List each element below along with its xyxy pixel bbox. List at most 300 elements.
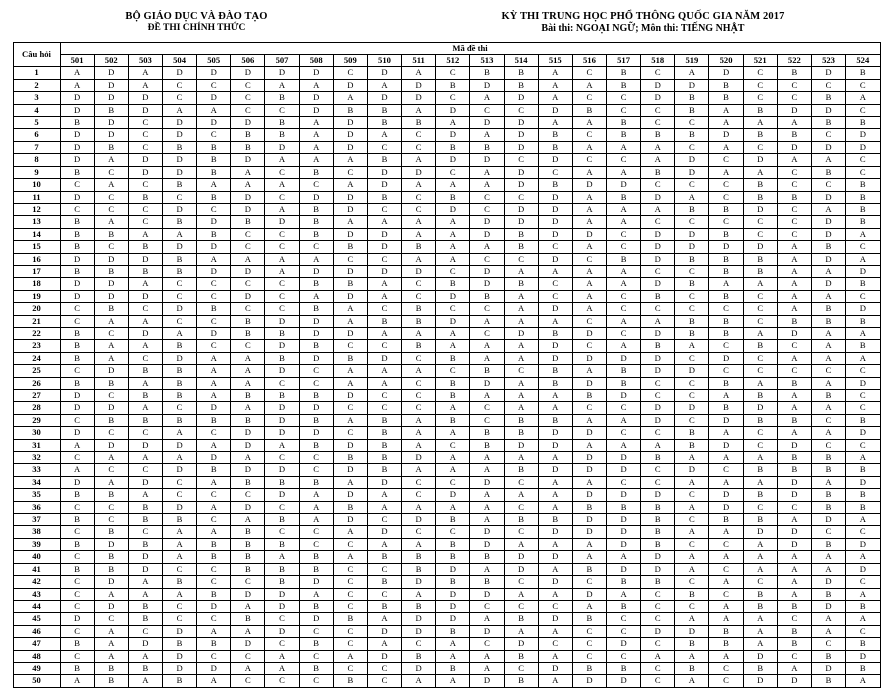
- answer-cell: D: [709, 241, 743, 253]
- answer-cell: B: [846, 67, 880, 79]
- answer-cell: D: [538, 340, 572, 352]
- answer-cell: D: [675, 166, 709, 178]
- answer-cell: C: [641, 675, 675, 687]
- question-number: 40: [13, 551, 60, 563]
- answer-cell: C: [777, 613, 811, 625]
- answer-cell: C: [743, 576, 777, 588]
- answer-cell: B: [846, 315, 880, 327]
- answer-cell: B: [128, 414, 162, 426]
- answer-cell: B: [538, 514, 572, 526]
- answer-cell: B: [504, 675, 538, 687]
- answer-cell: C: [402, 191, 436, 203]
- answer-cell: B: [709, 290, 743, 302]
- answer-cell: C: [94, 203, 128, 215]
- answer-cell: B: [128, 390, 162, 402]
- answer-cell: D: [777, 476, 811, 488]
- answer-cell: D: [299, 352, 333, 364]
- answer-cell: B: [470, 439, 504, 451]
- answer-cell: B: [231, 390, 265, 402]
- answer-cell: A: [504, 265, 538, 277]
- answer-cell: A: [367, 613, 401, 625]
- answer-cell: C: [402, 141, 436, 153]
- question-number: 22: [13, 327, 60, 339]
- answer-cell: D: [94, 129, 128, 141]
- answer-cell: C: [504, 576, 538, 588]
- answer-cell: B: [675, 427, 709, 439]
- answer-cell: A: [470, 92, 504, 104]
- answer-cell: D: [299, 427, 333, 439]
- answer-cell: A: [197, 439, 231, 451]
- answer-cell: A: [333, 154, 367, 166]
- answer-cell: B: [709, 92, 743, 104]
- answer-cell: C: [675, 576, 709, 588]
- question-number: 34: [13, 476, 60, 488]
- answer-cell: A: [504, 402, 538, 414]
- table-row: [13, 551, 880, 563]
- answer-cell: A: [777, 563, 811, 575]
- answer-cell: D: [538, 253, 572, 265]
- question-number: 11: [13, 191, 60, 203]
- answer-cell: A: [128, 588, 162, 600]
- answer-cell: B: [846, 203, 880, 215]
- answer-cell: D: [743, 203, 777, 215]
- answer-cell: C: [367, 514, 401, 526]
- answer-cell: B: [777, 67, 811, 79]
- answer-cell: D: [504, 166, 538, 178]
- answer-cell: A: [572, 600, 606, 612]
- answer-cell: C: [743, 92, 777, 104]
- answer-cell: C: [197, 514, 231, 526]
- answer-cell: A: [811, 290, 845, 302]
- answer-cell: D: [60, 141, 94, 153]
- answer-cell: D: [299, 191, 333, 203]
- answer-cell: C: [402, 638, 436, 650]
- answer-cell: A: [641, 203, 675, 215]
- answer-cell: B: [60, 265, 94, 277]
- table-row: [13, 390, 880, 402]
- answer-cell: B: [709, 638, 743, 650]
- answer-cell: B: [60, 166, 94, 178]
- column-header-code: 521: [743, 55, 777, 67]
- answer-cell: C: [846, 365, 880, 377]
- answer-cell: C: [538, 600, 572, 612]
- answer-cell: C: [299, 365, 333, 377]
- answer-cell: B: [470, 67, 504, 79]
- answer-cell: B: [94, 414, 128, 426]
- answer-cell: C: [470, 203, 504, 215]
- answer-cell: C: [641, 179, 675, 191]
- table-row: [13, 464, 880, 476]
- answer-cell: D: [367, 179, 401, 191]
- answer-cell: B: [265, 576, 299, 588]
- answer-cell: A: [265, 551, 299, 563]
- table-row: [13, 129, 880, 141]
- answer-cell: D: [811, 141, 845, 153]
- answer-cell: C: [777, 365, 811, 377]
- answer-cell: D: [94, 253, 128, 265]
- answer-cell: A: [811, 563, 845, 575]
- column-header-code: 518: [641, 55, 675, 67]
- answer-cell: B: [709, 265, 743, 277]
- answer-cell: D: [231, 117, 265, 129]
- question-number: 5: [13, 117, 60, 129]
- answer-cell: D: [333, 489, 367, 501]
- answer-cell: D: [94, 365, 128, 377]
- answer-cell: C: [743, 427, 777, 439]
- answer-cell: C: [436, 303, 470, 315]
- answer-cell: A: [675, 526, 709, 538]
- answer-cell: C: [299, 675, 333, 687]
- answer-cell: D: [94, 278, 128, 290]
- answer-cell: B: [60, 327, 94, 339]
- answer-cell: C: [675, 290, 709, 302]
- answer-cell: A: [777, 154, 811, 166]
- answer-cell: D: [367, 526, 401, 538]
- answer-cell: C: [641, 638, 675, 650]
- answer-cell: D: [811, 278, 845, 290]
- table-row: [13, 588, 880, 600]
- table-row: [13, 117, 880, 129]
- answer-cell: D: [60, 290, 94, 302]
- answer-cell: A: [470, 662, 504, 674]
- answer-cell: B: [538, 129, 572, 141]
- answer-cell: A: [811, 402, 845, 414]
- answer-cell: C: [162, 92, 196, 104]
- answer-cell: D: [333, 439, 367, 451]
- answer-cell: A: [94, 154, 128, 166]
- answer-cell: C: [333, 340, 367, 352]
- answer-cell: D: [572, 327, 606, 339]
- answer-cell: D: [367, 476, 401, 488]
- answer-cell: D: [470, 216, 504, 228]
- answer-cell: D: [402, 452, 436, 464]
- answer-cell: C: [333, 662, 367, 674]
- answer-cell: B: [811, 390, 845, 402]
- answer-cell: D: [128, 476, 162, 488]
- answer-cell: B: [60, 352, 94, 364]
- answer-cell: A: [367, 290, 401, 302]
- answer-cell: B: [367, 439, 401, 451]
- answer-cell: C: [470, 253, 504, 265]
- answer-cell: C: [470, 600, 504, 612]
- answer-cell: A: [470, 129, 504, 141]
- column-header-code: 503: [128, 55, 162, 67]
- answer-cell: D: [333, 191, 367, 203]
- answer-cell: D: [128, 563, 162, 575]
- answer-cell: B: [436, 538, 470, 550]
- answer-cell: C: [60, 600, 94, 612]
- answer-cell: D: [675, 625, 709, 637]
- answer-cell: B: [504, 241, 538, 253]
- answer-cell: B: [436, 377, 470, 389]
- answer-cell: A: [265, 203, 299, 215]
- answer-cell: A: [572, 365, 606, 377]
- answer-cell: C: [367, 203, 401, 215]
- answer-cell: D: [60, 390, 94, 402]
- answer-cell: A: [128, 489, 162, 501]
- answer-cell: A: [436, 464, 470, 476]
- answer-cell: D: [231, 265, 265, 277]
- answer-cell: C: [299, 179, 333, 191]
- table-row: [13, 352, 880, 364]
- answer-cell: D: [470, 526, 504, 538]
- answer-cell: C: [436, 365, 470, 377]
- answer-cell: B: [299, 166, 333, 178]
- answer-cell: A: [333, 377, 367, 389]
- answer-cell: B: [436, 576, 470, 588]
- question-number: 49: [13, 662, 60, 674]
- answer-cell: C: [231, 79, 265, 91]
- answer-cell: D: [128, 327, 162, 339]
- answer-cell: D: [607, 390, 641, 402]
- exam-title: KỲ THI TRUNG HỌC PHỔ THÔNG QUỐC GIA NĂM 2017: [501, 11, 785, 22]
- answer-cell: B: [162, 377, 196, 389]
- answer-cell: C: [197, 340, 231, 352]
- answer-cell: C: [675, 179, 709, 191]
- answer-cell: A: [128, 315, 162, 327]
- answer-cell: C: [675, 538, 709, 550]
- answer-cell: B: [60, 514, 94, 526]
- answer-cell: C: [504, 365, 538, 377]
- answer-cell: D: [538, 191, 572, 203]
- answer-cell: A: [470, 464, 504, 476]
- answer-cell: B: [94, 141, 128, 153]
- answer-cell: A: [470, 241, 504, 253]
- answer-cell: B: [60, 117, 94, 129]
- answer-cell: D: [743, 154, 777, 166]
- answer-cell: C: [641, 662, 675, 674]
- answer-cell: B: [162, 365, 196, 377]
- answer-cell: B: [675, 92, 709, 104]
- answer-cell: A: [709, 600, 743, 612]
- answer-cell: C: [265, 241, 299, 253]
- answer-cell: A: [641, 141, 675, 153]
- answer-cell: D: [846, 538, 880, 550]
- answer-cell: D: [402, 576, 436, 588]
- answer-cell: A: [436, 216, 470, 228]
- answer-cell: B: [162, 675, 196, 687]
- answer-cell: D: [846, 476, 880, 488]
- answer-cell: D: [436, 154, 470, 166]
- answer-cell: B: [743, 662, 777, 674]
- answer-cell: B: [504, 514, 538, 526]
- answer-cell: A: [572, 191, 606, 203]
- answer-cell: A: [94, 179, 128, 191]
- answer-cell: B: [675, 104, 709, 116]
- answer-cell: A: [162, 588, 196, 600]
- answer-cell: A: [743, 452, 777, 464]
- answer-cell: C: [265, 501, 299, 513]
- answer-cell: D: [436, 290, 470, 302]
- answer-cell: C: [60, 501, 94, 513]
- column-header-code: 522: [777, 55, 811, 67]
- answer-cell: D: [504, 327, 538, 339]
- answer-cell: A: [777, 117, 811, 129]
- answer-cell: D: [538, 613, 572, 625]
- answer-cell: D: [231, 290, 265, 302]
- answer-cell: A: [265, 154, 299, 166]
- answer-cell: D: [162, 129, 196, 141]
- answer-cell: B: [333, 104, 367, 116]
- answer-cell: B: [402, 600, 436, 612]
- answer-cell: D: [470, 154, 504, 166]
- answer-cell: B: [777, 464, 811, 476]
- answer-cell: C: [299, 538, 333, 550]
- answer-cell: C: [641, 117, 675, 129]
- answer-cell: C: [846, 154, 880, 166]
- answer-cell: A: [470, 489, 504, 501]
- answer-cell: B: [607, 501, 641, 513]
- answer-cell: A: [402, 67, 436, 79]
- answer-cell: A: [436, 241, 470, 253]
- answer-cell: B: [367, 117, 401, 129]
- answer-cell: C: [709, 191, 743, 203]
- answer-cell: D: [641, 327, 675, 339]
- answer-cell: A: [777, 662, 811, 674]
- answer-cell: D: [367, 67, 401, 79]
- answer-cell: B: [675, 588, 709, 600]
- answer-cell: C: [231, 104, 265, 116]
- answer-cell: D: [607, 452, 641, 464]
- answer-cell: B: [162, 216, 196, 228]
- answer-cell: B: [94, 563, 128, 575]
- answer-cell: A: [265, 253, 299, 265]
- answer-cell: A: [94, 216, 128, 228]
- answer-cell: D: [333, 203, 367, 215]
- answer-cell: A: [402, 104, 436, 116]
- answer-cell: D: [641, 278, 675, 290]
- answer-cell: A: [470, 166, 504, 178]
- answer-cell: D: [367, 166, 401, 178]
- answer-cell: A: [231, 365, 265, 377]
- table-row: [13, 600, 880, 612]
- column-header-code: 517: [607, 55, 641, 67]
- answer-cell: A: [299, 129, 333, 141]
- answer-cell: A: [607, 166, 641, 178]
- answer-cell: C: [777, 501, 811, 513]
- question-number: 38: [13, 526, 60, 538]
- answer-cell: B: [162, 576, 196, 588]
- answer-cell: C: [641, 464, 675, 476]
- answer-cell: B: [60, 377, 94, 389]
- question-number: 25: [13, 365, 60, 377]
- question-number: 16: [13, 253, 60, 265]
- answer-cell: B: [402, 315, 436, 327]
- question-number: 9: [13, 166, 60, 178]
- answer-cell: D: [607, 179, 641, 191]
- answer-cell: D: [436, 489, 470, 501]
- answer-cell: C: [197, 315, 231, 327]
- answer-cell: C: [675, 514, 709, 526]
- answer-cell: D: [60, 476, 94, 488]
- answer-cell: A: [197, 352, 231, 364]
- answer-cell: D: [811, 514, 845, 526]
- answer-cell: A: [367, 79, 401, 91]
- answer-cell: B: [333, 278, 367, 290]
- answer-cell: D: [777, 104, 811, 116]
- answer-cell: D: [367, 625, 401, 637]
- answer-cell: C: [94, 191, 128, 203]
- table-row: [13, 538, 880, 550]
- answer-cell: C: [436, 67, 470, 79]
- answer-cell: D: [197, 92, 231, 104]
- answer-cell: A: [504, 377, 538, 389]
- answer-cell: B: [436, 514, 470, 526]
- table-body: [13, 67, 880, 687]
- answer-cell: A: [470, 563, 504, 575]
- table-row: [13, 662, 880, 674]
- answer-cell: D: [572, 352, 606, 364]
- answer-cell: A: [538, 489, 572, 501]
- answer-cell: C: [572, 340, 606, 352]
- answer-cell: D: [162, 67, 196, 79]
- answer-cell: D: [709, 414, 743, 426]
- answer-cell: A: [846, 588, 880, 600]
- answer-cell: C: [709, 464, 743, 476]
- answer-cell: A: [436, 253, 470, 265]
- answer-cell: A: [811, 625, 845, 637]
- answer-cell: C: [60, 315, 94, 327]
- answer-cell: D: [470, 538, 504, 550]
- answer-cell: B: [709, 514, 743, 526]
- question-number: 19: [13, 290, 60, 302]
- answer-cell: B: [743, 489, 777, 501]
- answer-cell: C: [743, 352, 777, 364]
- answer-cell: D: [743, 650, 777, 662]
- answer-cell: B: [402, 563, 436, 575]
- answer-cell: B: [504, 427, 538, 439]
- answer-cell: B: [333, 352, 367, 364]
- answer-cell: A: [777, 253, 811, 265]
- answer-cell: A: [777, 551, 811, 563]
- answer-cell: D: [60, 92, 94, 104]
- answer-cell: D: [538, 352, 572, 364]
- answer-cell: D: [504, 203, 538, 215]
- column-header-code: 512: [436, 55, 470, 67]
- answer-cell: A: [231, 377, 265, 389]
- answer-cell: D: [60, 154, 94, 166]
- question-number: 42: [13, 576, 60, 588]
- answer-cell: A: [333, 650, 367, 662]
- answer-cell: B: [470, 141, 504, 153]
- answer-cell: A: [436, 179, 470, 191]
- answer-cell: D: [572, 675, 606, 687]
- answer-cell: C: [128, 129, 162, 141]
- answer-cell: C: [641, 390, 675, 402]
- answer-cell: A: [846, 253, 880, 265]
- answer-cell: B: [60, 638, 94, 650]
- answer-cell: D: [94, 600, 128, 612]
- answer-cell: D: [367, 92, 401, 104]
- answer-cell: B: [197, 464, 231, 476]
- question-number: 48: [13, 650, 60, 662]
- answer-cell: C: [231, 340, 265, 352]
- answer-cell: C: [299, 452, 333, 464]
- answer-cell: C: [572, 67, 606, 79]
- answer-cell: D: [197, 600, 231, 612]
- answer-cell: A: [197, 104, 231, 116]
- answer-cell: C: [743, 303, 777, 315]
- answer-cell: A: [709, 427, 743, 439]
- answer-cell: A: [538, 675, 572, 687]
- answer-cell: B: [811, 92, 845, 104]
- answer-cell: A: [504, 390, 538, 402]
- answer-cell: B: [811, 166, 845, 178]
- answer-cell: B: [128, 265, 162, 277]
- answer-cell: D: [231, 439, 265, 451]
- answer-cell: B: [94, 526, 128, 538]
- answer-cell: A: [709, 104, 743, 116]
